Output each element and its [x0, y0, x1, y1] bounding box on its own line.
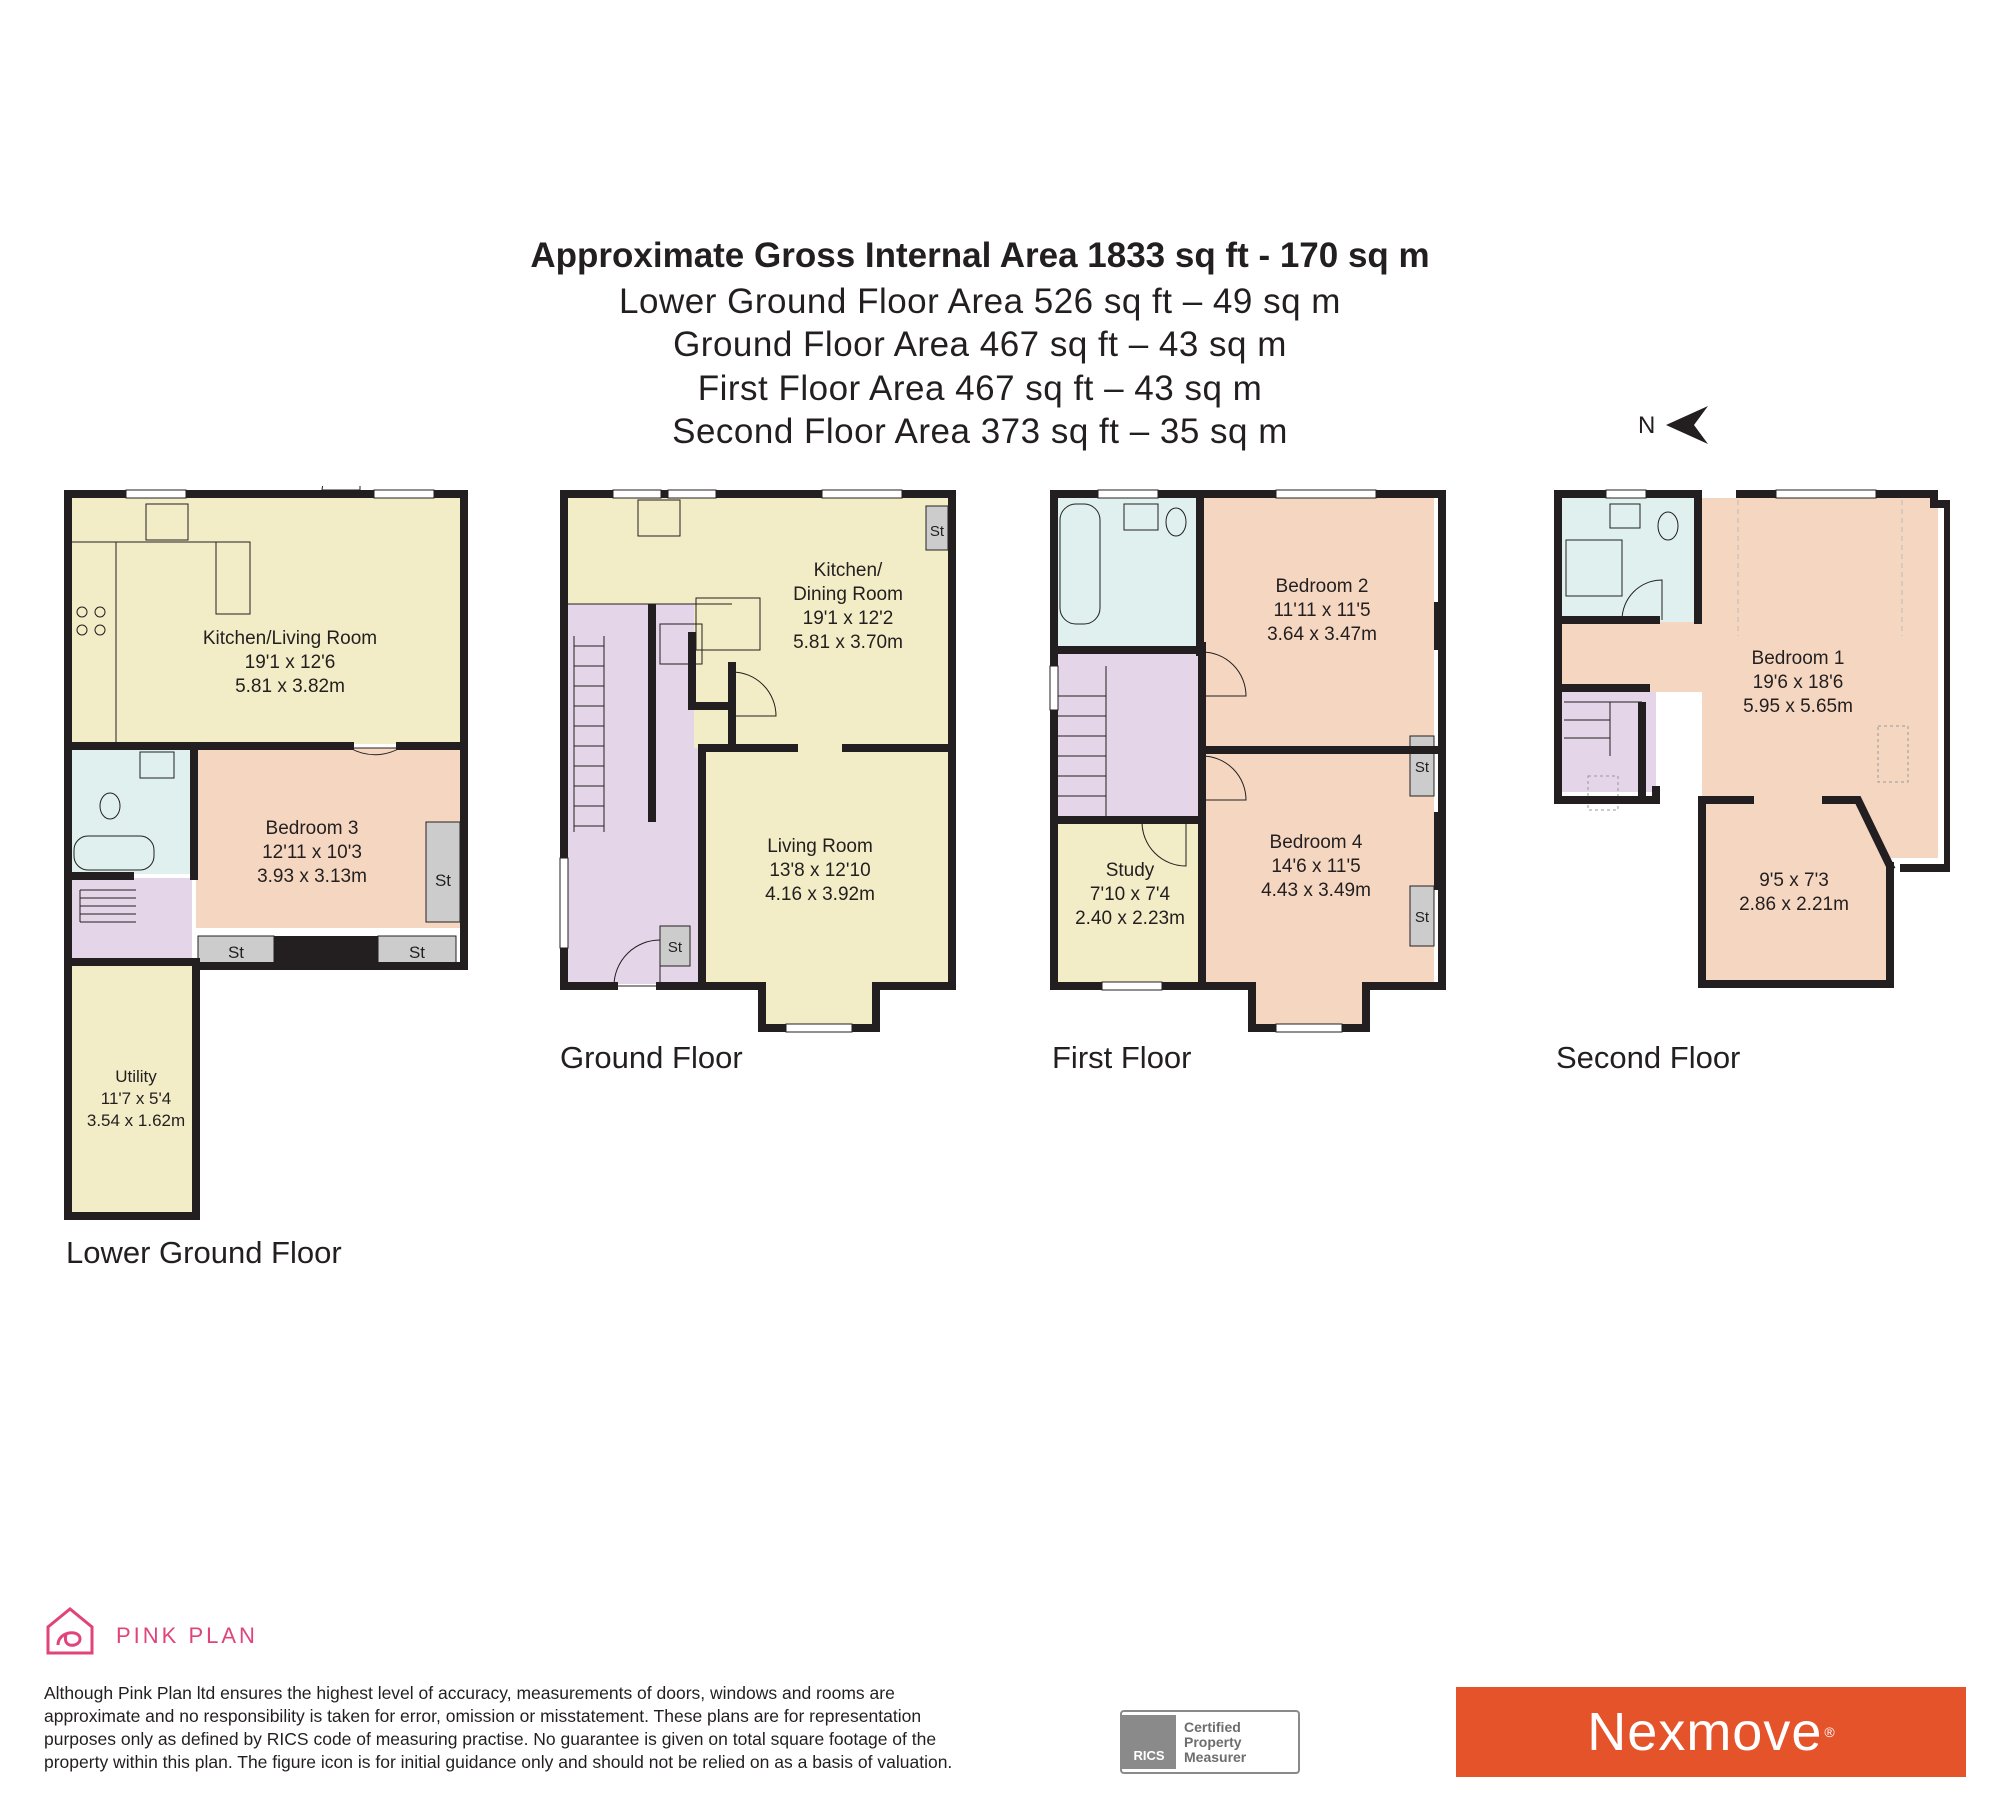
second-floor-label: Second Floor	[1556, 1040, 1741, 1075]
lower-ground-area-line: Lower Ground Floor Area 526 sq ft – 49 sq m	[619, 282, 1341, 321]
disclaimer-line: Although Pink Plan ltd ensures the highest level of accuracy, measurements of doors, windows and rooms are	[44, 1683, 895, 1703]
first-area-line: First Floor Area 467 sq ft – 43 sq m	[697, 369, 1263, 408]
kitchen-dining-imperial: 19'1 x 12'2	[802, 608, 894, 629]
small-room-metric: 2.86 x 2.21m	[1739, 894, 1849, 915]
gross-area-title: Approximate Gross Internal Area 1833 sq ft - 170 sq m	[530, 236, 1430, 275]
store-label: St	[1414, 759, 1430, 776]
kitchen-living-room	[68, 498, 464, 744]
utility-name: Utility	[115, 1067, 157, 1086]
first-floor-label: First Floor	[1052, 1040, 1192, 1075]
lower-ground-floor-plan	[60, 486, 480, 1226]
living-room-imperial: 13'8 x 12'10	[769, 860, 871, 881]
bedroom3-metric: 3.93 x 3.13m	[257, 866, 367, 887]
store-label: St	[227, 943, 245, 962]
bedroom4-name: Bedroom 4	[1269, 832, 1363, 853]
rics-line3: Measurer	[1184, 1748, 1247, 1765]
store-label: St	[929, 523, 945, 540]
rics-line1: Certified	[1184, 1718, 1241, 1735]
kitchen-dining-name-1: Kitchen/	[813, 560, 883, 581]
study-name: Study	[1105, 860, 1155, 881]
bedroom-2	[1202, 498, 1434, 748]
pink-plan-logo-icon	[44, 1605, 96, 1657]
bedroom1-metric: 5.95 x 5.65m	[1743, 696, 1853, 717]
disclaimer-line: property within this plan. The figure icon is for initial guidance only and should not be relied on as a basis of valuation.	[44, 1752, 953, 1772]
kitchen-living-imperial: 19'1 x 12'6	[244, 652, 336, 673]
utility-metric: 3.54 x 1.62m	[86, 1111, 186, 1130]
north-label: N	[1638, 412, 1656, 439]
store-label: St	[667, 939, 683, 956]
study-metric: 2.40 x 2.23m	[1075, 908, 1185, 929]
north-arrow-icon	[1666, 406, 1708, 444]
living-room-name: Living Room	[767, 836, 873, 857]
kitchen-dining-metric: 5.81 x 3.70m	[793, 632, 903, 653]
store-label: St	[1414, 909, 1430, 926]
disclaimer-line: approximate and no responsibility is taken for error, omission or misstatement. These plans are for representation	[44, 1706, 922, 1726]
bedroom2-name: Bedroom 2	[1275, 576, 1369, 597]
second-area-line: Second Floor Area 373 sq ft – 35 sq m	[672, 412, 1288, 451]
nexmove-registered-mark: ®	[1824, 1724, 1835, 1740]
compass	[1636, 398, 1716, 448]
living-room-metric: 4.16 x 3.92m	[765, 884, 875, 905]
kitchen-dining-name-2: Dining Room	[793, 584, 903, 605]
nexmove-logo[interactable]	[1456, 1687, 1966, 1777]
ground-floor-plan	[556, 486, 966, 1036]
rics-mark: RICS	[1122, 1715, 1176, 1769]
lower-ground-floor-label: Lower Ground Floor	[66, 1235, 342, 1270]
disclaimer	[44, 1682, 1104, 1774]
nexmove-wordmark: Nexmove	[1587, 1702, 1823, 1762]
bedroom4-metric: 4.43 x 3.49m	[1261, 880, 1371, 901]
pink-plan-brand: PINK PLAN	[116, 1623, 258, 1648]
bedroom1-name: Bedroom 1	[1751, 648, 1845, 669]
bathroom-1f	[1054, 498, 1198, 648]
small-room-imperial: 9'5 x 7'3	[1759, 870, 1829, 891]
disclaimer-line: purposes only as defined by RICS code of measuring practise. No guarantee is given on total square footage of the	[44, 1729, 937, 1749]
study-imperial: 7'10 x 7'4	[1089, 884, 1171, 905]
rics-badge	[1120, 1710, 1300, 1774]
utility-imperial: 11'7 x 5'4	[100, 1089, 172, 1108]
bay-window	[766, 984, 874, 1026]
window-lg-1	[126, 490, 186, 498]
bedroom2-imperial: 11'11 x 11'5	[1273, 600, 1371, 621]
first-floor-plan	[1046, 486, 1456, 1036]
bedroom4-imperial: 14'6 x 11'5	[1271, 856, 1361, 877]
store-label: St	[408, 943, 426, 962]
kitchen-living-name: Kitchen/Living Room	[202, 628, 378, 649]
bedroom2-metric: 3.64 x 3.47m	[1267, 624, 1377, 645]
bedroom3-imperial: 12'11 x 10'3	[262, 842, 362, 863]
shower-room	[1558, 498, 1698, 622]
window-lg-2	[374, 490, 434, 498]
bedroom3-name: Bedroom 3	[265, 818, 359, 839]
rics-line2: Property	[1184, 1733, 1242, 1750]
kitchen-living-metric: 5.81 x 3.82m	[235, 676, 345, 697]
utility-room	[68, 964, 192, 1212]
store-label: St	[434, 871, 452, 890]
bedroom1-imperial: 19'6 x 18'6	[1752, 672, 1844, 693]
second-floor-plan	[1550, 486, 1950, 996]
ground-floor-label: Ground Floor	[560, 1040, 743, 1075]
door-swing-icon	[322, 486, 360, 490]
bathroom-lg	[68, 748, 192, 874]
ground-area-line: Ground Floor Area 467 sq ft – 43 sq m	[673, 325, 1287, 364]
